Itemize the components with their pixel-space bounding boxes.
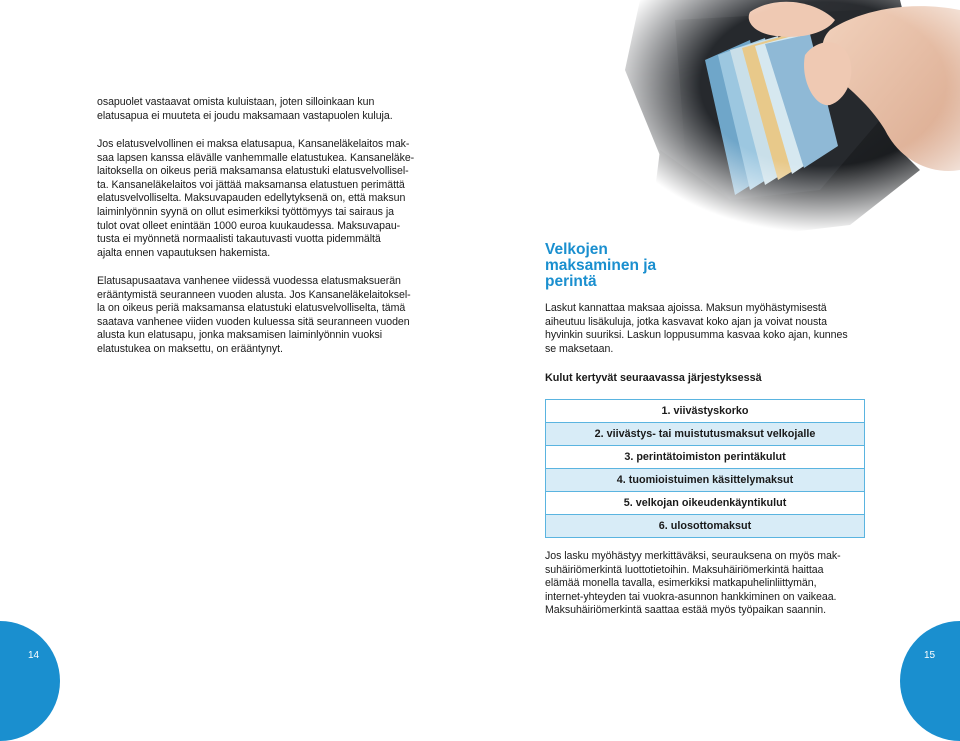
wallet-photo (600, 0, 960, 240)
text-line: ta. Kansaneläkelaitos voi jättää maksamansa elatustuen perimättä (97, 178, 405, 191)
text-line: erääntymistä seuranneen vuoden alusta. Jos Kansaneläkelaitoksel- (97, 288, 411, 301)
cost-order-row: 5. velkojan oikeudenkäyntikulut (546, 492, 864, 515)
text-line: osapuolet vastaavat omista kuluistaan, joten silloinkaan kun (97, 96, 375, 108)
page-corner-left (0, 621, 60, 741)
cost-order-row: 4. tuomioistuimen käsittelymaksut (546, 469, 864, 492)
heading-line: perintä (545, 273, 597, 290)
text-line: elämää monella tavalla, esimerkiksi matkapuhelinliittymän, (545, 577, 817, 590)
section-heading (545, 242, 656, 290)
cost-order-row: 6. ulosottomaksut (546, 515, 864, 537)
text-line: se maksetaan. (545, 342, 614, 355)
left-paragraph-1 (97, 96, 417, 123)
right-paragraph-2 (545, 550, 865, 618)
right-paragraph-1 (545, 302, 865, 356)
text-line: tulot ovat olleet enintään 1000 euroa kuukaudessa. Maksuvapau- (97, 219, 401, 232)
text-line: Maksuhäiriömerkintä saattaa estää myös työpaikan saannin. (545, 604, 826, 617)
text-line: laiminlyönnin syynä on ollut esimerkiksi työttömyys tai sairaus ja (97, 205, 394, 218)
text-line: Jos lasku myöhästyy merkittäväksi, seurauksena on myös mak- (545, 550, 841, 562)
text-line: elatusapua ei muuteta ei joudu maksamaan vastapuolen kuluja. (97, 109, 393, 122)
cost-order-row: 1. viivästyskorko (546, 400, 864, 423)
text-line: ajalta ennen vapautuksen hakemista. (97, 246, 271, 259)
page-number-right: 15 (924, 650, 936, 661)
text-line: Laskut kannattaa maksaa ajoissa. Maksun myöhästymisestä (545, 302, 827, 314)
cost-order-row: 3. perintätoimiston perintäkulut (546, 446, 864, 469)
heading-line: maksaminen ja (545, 257, 657, 274)
text-line: tusta ei myönnetä normaalisti takautuvasti vuotta pidemmältä (97, 233, 381, 246)
text-line: saa lapsen kanssa elävälle vanhemmalle elatustukea. Kansaneläke- (97, 151, 415, 164)
cost-order-table (545, 399, 865, 538)
text-line: elatusvelvolliselta. Maksuvapauden edellytyksenä on, että maksun (97, 192, 406, 205)
text-line: Elatusapusaatava vanhenee viidessä vuodessa elatusmaksuerän (97, 275, 401, 287)
page-corner-right (900, 621, 960, 741)
left-paragraph-3 (97, 275, 427, 357)
text-line: laitoksella on oikeus periä maksamansa elatustuki elatusvelvollisel- (97, 165, 409, 178)
text-line: la on oikeus periä maksamansa elatustuki elatusvelvolliselta, tämä (97, 302, 406, 315)
text-line: aiheutuu lisäkuluja, jotka kasvavat koko ajan ja voivat nousta (545, 315, 827, 328)
heading-line: Velkojen (545, 241, 608, 258)
page-number-left: 14 (28, 650, 40, 661)
text-line: alusta kun elatusapu, jonka maksamisen laiminlyönnin vuoksi (97, 329, 383, 342)
cost-order-row: 2. viivästys- tai muistutusmaksut velkojalle (546, 423, 864, 446)
text-line: suhäiriömerkintä luottotietoihin. Maksuhäiriömerkintä haittaa (545, 563, 824, 576)
text-line: hyvinkin suuriksi. Laskun loppusumma kasvaa koko ajan, kunnes (545, 329, 848, 342)
text-line: elatustukea on maksettu, on erääntynyt. (97, 342, 283, 355)
left-paragraph-2 (97, 138, 427, 260)
text-line: internet-yhteyden tai vuokra-asunnon hankkiminen on vaikeaa. (545, 590, 837, 603)
text-line: Jos elatusvelvollinen ei maksa elatusapua, Kansaneläkelaitos mak- (97, 138, 410, 150)
text-line: saatava vanhenee viiden vuoden kuluessa sitä seuranneen vuoden (97, 315, 410, 328)
cost-order-subheading: Kulut kertyvät seuraavassa järjestyksessä (545, 372, 762, 384)
